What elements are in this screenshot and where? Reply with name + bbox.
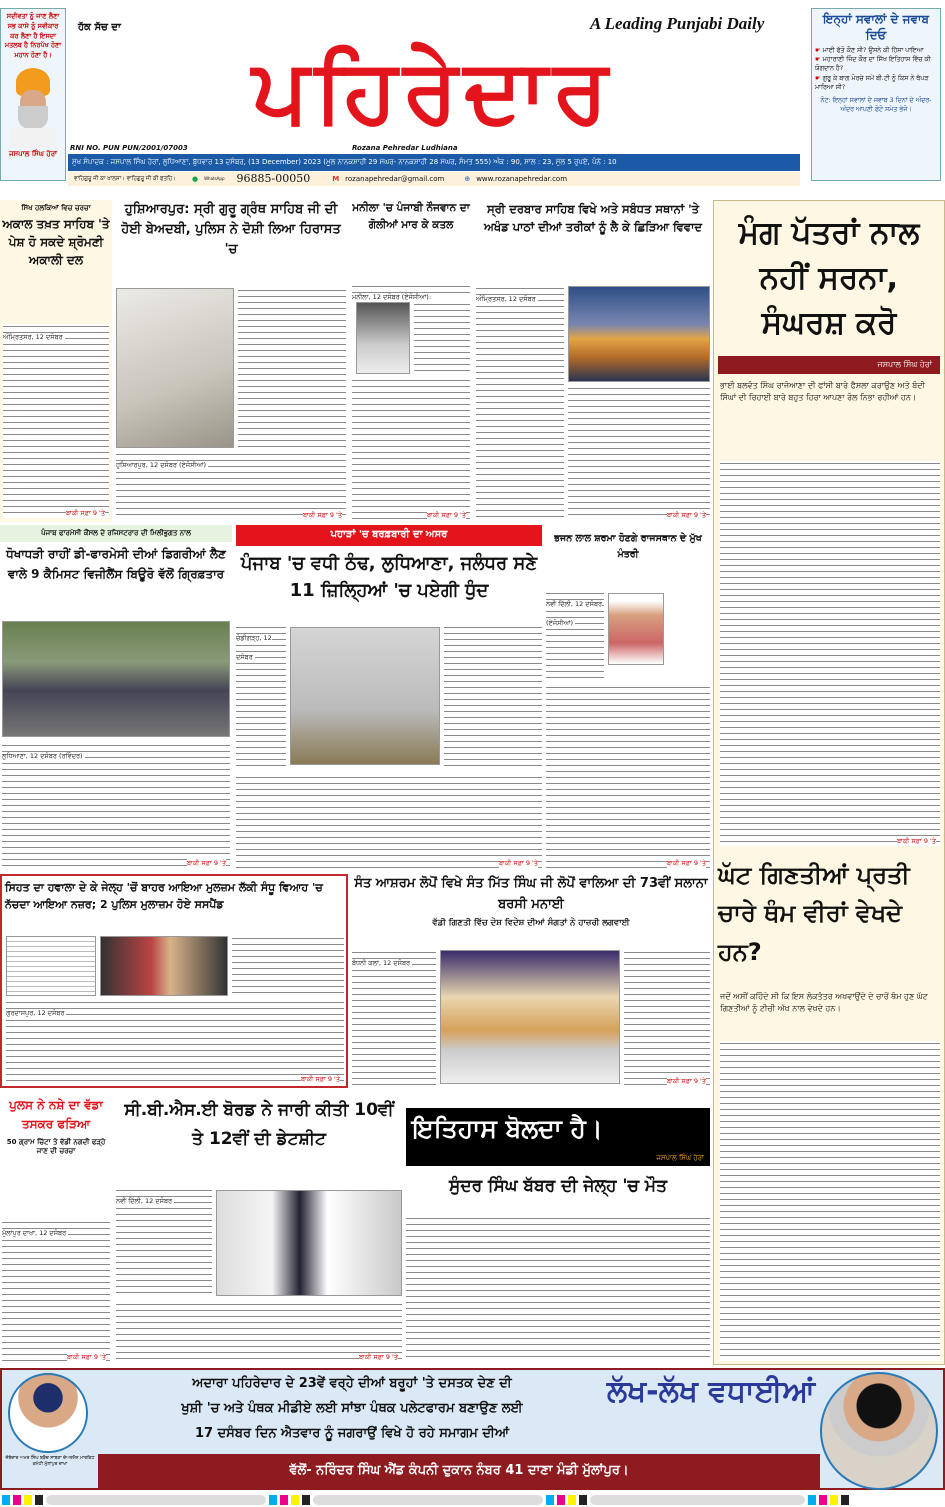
story-cbse (116, 1092, 402, 1364)
story-manila (352, 200, 470, 522)
continued-link[interactable]: ਬਾਕੀ ਸਫ਼ਾ 9 'ਤੇ (896, 837, 936, 845)
story-headline: ਸਿਹਤ ਦਾ ਹਵਾਲਾ ਦੇ ਕੇ ਜੇਲ੍ਹ 'ਚੋਂ ਬਾਹਰ ਆਇਆ ਮੁਲਜ਼ਮ ਲੱਕੀ ਸੰਧੂ ਵਿਆਹ 'ਚ ਨੱਚਦਾ ਆਇਆ ਨਜ਼ਰ; 2 ਪੁਲਿਸ ਮੁਲਾਜ਼ਮ ਹੋਏ ਸਸਪੈਂਡ (5, 881, 323, 912)
story-dateline: ਗੁਰਦਾਸਪੁਰ, 12 ਦਸੰਬਰ (6, 1009, 65, 1017)
gmail-icon: M (332, 175, 340, 183)
quiz-title: ਇਨ੍ਹਾਂ ਸਵਾਲਾਂ ਦੇ ਜਵਾਬ ਦਿਓ (823, 12, 929, 42)
dateline-bar (68, 154, 800, 171)
continued-link[interactable]: ਬਾਕੀ ਸਫ਼ਾ 9 'ਤੇ (498, 859, 538, 867)
contact-bar (68, 172, 800, 186)
story-headline: ਸ੍ਰੀ ਦਰਬਾਰ ਸਾਹਿਬ ਵਿਖੇ ਅਤੇ ਸਬੰਧਤ ਸਥਾਨਾਂ 'ਤੇ ਅਖੰਡ ਪਾਠਾਂ ਦੀਆਂ ਤਰੀਕਾਂ ਨੂੰ ਲੈ ਕੇ ਛਿੜਿਆ ਵਿਵਾਦ (484, 202, 702, 235)
ad-caption: ਜੱਥੇਦਾਰ ਅਮਰ ਸਿੰਘ ਬੜੈਚ ਸਾਬਕਾ ਚੇਅਰਮੈਨ ਮਾਰਕਿਟ ਕਮੇਟੀ ਮੁੱਲਾਂਪੁਰ ਦਾਖਾ (5, 1456, 95, 1467)
continued-link[interactable]: ਬਾਕੀ ਸਫ਼ਾ 9 'ਤੇ (65, 509, 105, 517)
ad-line-3: 17 ਦਸੰਬਰ ਦਿਨ ਐਤਵਾਰ ਨੂੰ ਜਗਰਾਉਂ ਵਿਖੇ ਹੋ ਰਹੇ ਸਮਾਗਮ ਦੀਆਂ (194, 1426, 510, 1441)
pointer-icon: ☛ (815, 47, 823, 55)
masthead-logo: ਪਹਿਰੇਦਾਰ (252, 40, 614, 142)
globe-icon: ⊕ (464, 175, 471, 183)
whatsapp-icon: ● (191, 175, 199, 183)
story-headline: ਸੰਤ ਆਸ਼ਰਮ ਲੋਪੋਂ ਵਿਖੇ ਸੰਤ ਮਿੱਤ ਸਿੰਘ ਜੀ ਲੋਪੋਂ ਵਾਲਿਆ ਦੀ 73ਵੀਂ ਸਲਾਨਾ ਬਰਸੀ ਮਨਾਈ (354, 876, 708, 912)
editor-portrait (10, 68, 56, 148)
story-lucky-sandhu (0, 874, 348, 1088)
ad-footer: ਵੱਲੋਂ- ਨਰਿੰਦਰ ਸਿੰਘ ਐਂਡ ਕੰਪਨੀ ਦੁਕਾਨ ਨੰਬਰ 41 ਦਾਣਾ ਮੰਡੀ ਮੁੱਲਾਂਪੁਰ। (98, 1454, 820, 1488)
story-headline: ਅਕਾਲ ਤਖ਼ਤ ਸਾਹਿਬ 'ਤੇ ਪੇਸ਼ ਹੋ ਸਕਦੇ ਸ਼੍ਰੋਮਣੀ ਅਕਾਲੀ ਦਲ (2, 216, 110, 267)
story-headline: ਮਨੀਲਾ 'ਚ ਪੰਜਾਬੀ ਨੌਜਵਾਨ ਦਾ ਗੋਲੀਆਂ ਮਾਰ ਕੇ ਕਤਲ (352, 202, 470, 231)
pointer-icon: ☛ (815, 56, 823, 64)
continued-link[interactable]: ਬਾਕੀ ਸਫ਼ਾ 9 'ਤੇ (302, 511, 342, 519)
continued-link[interactable]: ਬਾਕੀ ਸਫ਼ਾ 9 'ਤੇ (66, 1353, 106, 1361)
story-akal-takht (0, 200, 112, 522)
story-headline: ਭਜਨ ਲਾਲ ਸ਼ਰਮਾ ਹੋਣਗੇ ਰਾਜਸਥਾਨ ਦੇ ਮੁੱਖ ਮੰਤਰੀ (554, 533, 702, 560)
story-fog (236, 525, 542, 870)
whatsapp-label: WhatsApp (204, 176, 225, 181)
story-sant-ashram (352, 874, 710, 1088)
victim-photo (356, 302, 410, 374)
greeting: ਵਾਹਿਗੁਰੂ ਜੀ ਕਾ ਖ਼ਾਲਸਾ। ਵਾਹਿਗੁਰੂ ਜੀ ਕੀ ਫਤਹਿ। (74, 176, 176, 182)
continued-link[interactable]: ਬਾਕੀ ਸਫ਼ਾ 9 'ਤੇ (666, 511, 706, 519)
story-headline: ਹੁਸ਼ਿਆਰਪੁਰ: ਸ੍ਰੀ ਗੁਰੂ ਗ੍ਰੰਥ ਸਾਹਿਬ ਜੀ ਦੀ ਹੋਈ ਬੇਅਦਬੀ, ਪੁਲਿਸ ਨੇ ਦੋਸ਼ੀ ਲਿਆ ਹਿਰਾਸਤ 'ਚ (121, 202, 341, 258)
story-dateline: ਨਵੀਂ ਦਿੱਲੀ, 12 ਦਸੰਬਰ (116, 1197, 173, 1205)
story-dateline: ਹੁਸ਼ਿਆਰਪੁਰ, 12 ਦਸੰਬਰ (ਏਜੰਸੀਆਂ) (116, 461, 207, 469)
ad-line-2: ਖੁਸ਼ੀ 'ਚ ਅਤੇ ਪੰਥਕ ਮੀਡੀਏ ਲਈ ਸਾਂਝਾ ਪੰਥਕ ਪਲੇਟਫਾਰਮ ਬਣਾਉਣ ਲਈ (181, 1401, 523, 1416)
quiz-note: ਨੋਟ: ਇਨ੍ਹਾਂ ਸਵਾਲਾਂ ਦੇ ਜਵਾਬ 3 ਦਿਨਾਂ ਦੇ ਅੰਦਰ- ਅੰਦਰ ਆਪਣੀ ਫੋਟੋ ਸਮੇਤ ਭੇਜੋ। (820, 96, 932, 113)
print-registration-strip (0, 1492, 945, 1507)
arrested-chemists-photo (2, 621, 230, 737)
document-photo (6, 936, 96, 996)
continued-link[interactable]: ਬਾਕੀ ਸਫ਼ਾ 9 'ਤੇ (666, 859, 706, 867)
itihas-byline: ਜਸਪਾਲ ਸਿੰਘ ਹੇਰਾਂ (656, 1154, 704, 1162)
wedding-photo (100, 936, 228, 996)
continued-link[interactable]: ਬਾਕੀ ਸਫ਼ਾ 9 'ਤੇ (300, 1075, 340, 1083)
quote-text: ਸਦੀਵਤਾ ਨੂੰ ਜਾਣ ਲੈਣਾ ਸਭ ਕਾਸੇ ਨੂੰ ਸਵੀਕਾਰ ਕਰ ਲੈਣਾ ਹੈ ਇਸਦਾ ਮਤਲਬ ਹੈ ਨਿਰਪੱਖ ਹੋਣਾ ਮਹਾਨ ਹੋਣਾ ਹੈ। (4, 12, 62, 59)
story-drug-smuggler (0, 1092, 112, 1364)
story-headline: ਪੰਜਾਬ 'ਚ ਵਧੀ ਠੰਢ, ਲੁਧਿਆਣਾ, ਜਲੰਧਰ ਸਣੇ 11 ਜ਼ਿਲ੍ਹਿਆਂ 'ਚ ਪਏਗੀ ਧੁੰਦ (240, 552, 538, 602)
story-headline: ਧੋਖਾਧੜੀ ਰਾਹੀਂ ਡੀ-ਫਾਰਮੇਸੀ ਦੀਆਂ ਡਿਗਰੀਆਂ ਲੈਣ ਵਾਲੇ 9 ਕੈਮਿਸਟ ਵਿਜੀਲੈਂਸ ਬਿਊਰੋ ਵੱਲੋਂ ਗ੍ਰਿਫ਼ਤਾਰ (6, 546, 226, 581)
story-headline: ਪੁਲਸ ਨੇ ਨਸ਼ੇ ਦਾ ਵੱਡਾ ਤਸਕਰ ਫੜਿਆ (9, 1098, 103, 1132)
fog-photo (290, 627, 440, 765)
editor-name: ਜਸਪਾਲ ਸਿੰਘ ਹੇਰਾਂ (8, 149, 58, 158)
story-dateline: ਅੰਮ੍ਰਿਤਸਰ, 12 ਦਸੰਬਰ (476, 295, 536, 303)
bhajan-lal-photo (608, 593, 664, 665)
continued-link[interactable]: ਬਾਕੀ ਸਫ਼ਾ 9 'ਤੇ (666, 1077, 706, 1085)
story-dateline: ਚੰਡੀਗੜ੍ਹ, 12 ਦਸੰਬਰ (236, 634, 272, 661)
story-dateline: ਮਨੀਲਾ, 12 ਦਸੰਬਰ (ਏਜੰਸੀਆਂ): (352, 293, 432, 301)
quiz-question: ☛ ਮਹਾਰਾਣੀ ਜਿੰਦ ਕੌਰ ਦਾ ਸਿੱਖ ਇਤਿਹਾਸ ਵਿੱਚ ਕੀ ਯੋਗਦਾਨ ਹੈ? (815, 56, 931, 73)
story-dateline: ਮੁੱਲਾਂਪੁਰ ਦਾਖਾ, 12 ਦਸੰਬਰ (2, 1229, 67, 1237)
story-bhajan-lal (546, 525, 710, 870)
quiz-question: ☛ ਮਾਈ ਫੱਤੋ ਕੌਣ ਸੀ? ਉਸਨੇ ਕੀ ਹਿੱਸਾ ਪਾਇਆ (815, 47, 924, 55)
editorial-lead: ਭਾਈ ਬਲਵੰਤ ਸਿੰਘ ਰਾਜੋਆਣਾ ਦੀ ਫਾਂਸੀ ਬਾਰੇ ਫੈਸਲਾ ਕਰਾਉਣ ਅਤੇ ਬੰਦੀ ਸਿੰਘਾਂ ਦੀ ਰਿਹਾਈ ਬਾਰੇ ਬਹੁਤ ਹਿਰਾ ਆਪਣਾ ਰੋਲ ਨਿਭਾ ਰਹੀਆਂ ਹਨ। (720, 380, 925, 403)
quiz-question: ☛ ਗੁਰੂ ਕੇ ਬਾਗ ਮੋਰਚੇ ਸਮੇਂ ਬੀ.ਟੀ ਨੂੰ ਕਿਸ ਨੇ ਥੱਪੜ ਮਾਰਿਆ ਸੀ? (815, 74, 929, 91)
website-link[interactable]: www.rozanapehredar.com (476, 175, 568, 183)
editorial-byline: ਜਸਪਾਲ ਸਿੰਘ ਹੇਰਾਂ (718, 356, 940, 374)
rni-number: RNI NO. PUN PUN/2001/07003 (70, 144, 188, 152)
itihas-banner (406, 1108, 710, 1166)
quote-box (0, 8, 66, 181)
story-dateline: ਬੱਧਨੀ ਕਲਾਂ, 12 ਦਸੰਬਰ (352, 959, 411, 967)
story-subhead: ਵੱਡੀ ਗਿਣਤੀ ਵਿੱਚ ਦੇਸ਼ ਵਿਦੇਸ਼ ਦੀਆਂ ਸੰਗਤਾਂ ਨੇ ਹਾਜ਼ਰੀ ਲਗਵਾਈ (432, 917, 630, 928)
tagline: A Leading Punjabi Daily (590, 14, 765, 33)
ad-greeting: ਲੱਖ-ਲੱਖ ਵਧਾਈਆਂ (606, 1374, 816, 1409)
story-headline: ਸੁੰਦਰ ਸਿੰਘ ਬੱਬਰ ਦੀ ਜੇਲ੍ਹ 'ਚ ਮੌਤ (449, 1176, 667, 1196)
barsi-photo (440, 950, 620, 1084)
ad-line-1: ਅਦਾਰਾ ਪਹਿਰੇਦਾਰ ਦੇ 23ਵੇਂ ਵਰ੍ਹੇ ਦੀਆਂ ਬਰੂਹਾਂ 'ਤੇ ਦਸਤਕ ਦੇਣ ਦੀ (192, 1376, 512, 1391)
email-link[interactable]: rozanapehredar@gmail.com (345, 175, 445, 183)
story-headline: ਸੀ.ਬੀ.ਐਸ.ਈ ਬੋਰਡ ਨੇ ਜਾਰੀ ਕੀਤੀ 10ਵੀਂ ਤੇ 12ਵੀਂ ਦੀ ਡੇਟਸ਼ੀਟ (124, 1100, 394, 1149)
story-dateline: ਲੁਧਿਆਣਾ, 12 ਦਸੰਬਰ (ਰਵਿੰਦਰ) (2, 752, 83, 760)
phone-number[interactable]: 96885-00050 (236, 172, 311, 185)
story-dateline: ਅੰਮ੍ਰਿਤਸਰ, 12 ਦਸੰਬਰ (3, 333, 63, 341)
students-photo (216, 1190, 402, 1296)
story-kicker: ਪਹਾੜਾਂ 'ਚ ਬਰਫ਼ਬਾਰੀ ਦਾ ਅਸਰ (236, 525, 542, 546)
editorial-headline-2: ਘੱਟ ਗਿਣਤੀਆਂ ਪ੍ਰਤੀ ਚਾਰੇ ਥੰਮ ਵੀਰਾਂ ਵੇਖਦੇ ਹਨ? (718, 861, 910, 966)
continued-link[interactable]: ਬਾਕੀ ਸਫ਼ਾ 9 'ਤੇ (186, 859, 226, 867)
ad-portrait-left (8, 1373, 88, 1453)
golden-temple-photo (568, 286, 710, 382)
continued-link[interactable]: ਬਾਕੀ ਸਫ਼ਾ 9 'ਤੇ (426, 511, 466, 519)
sacrilege-photo (116, 288, 234, 448)
anniversary-ad (0, 1368, 945, 1490)
editorial-lead-2: ਜਦੋਂ ਅਸੀਂ ਕਹਿੰਦੇ ਸੀ ਕਿ ਇਸ ਲੋਕਤੰਤਰ ਅਖਵਾਉਂਦੇ ਦੇ ਚਾਰੋਂ ਥੰਮ ਹੁਣ ਘੱਟ ਗਿਣਤੀਆਂ ਨੂੰ ਟੀਚੀ ਅੱਖ ਨਾਲ ਵੇਖਦੇ ਹਨ। (720, 992, 928, 1014)
story-itihas (406, 1092, 710, 1364)
story-subhead: 50 ਗ੍ਰਾਮ ਚਿੱਟਾ ਤੇ ਵੱਡੀ ਨਗਦੀ ਫੜ੍ਹੇ ਜਾਣ ਦੀ ਚਰਚਾ (6, 1138, 106, 1156)
editorial-headline: ਮੰਗ ਪੱਤਰਾਂ ਨਾਲ ਨਹੀਂ ਸਰਨਾ, ਸੰਘਰਸ਼ ਕਰੋ (738, 215, 920, 341)
quiz-box (811, 8, 941, 181)
story-darbar-sahib (476, 200, 710, 522)
continued-link[interactable]: ਬਾਕੀ ਸਫ਼ਾ 9 'ਤੇ (358, 1353, 398, 1361)
issue-dateline: ਮੁੱਖ ਸੰਪਾਦਕ : ਜਸਪਾਲ ਸਿੰਘ ਹੇਰਾਂ, ਲੁਧਿਆਣਾ, ਬੁੱਧਵਾਰ 13 ਦਸੰਬਰ, (13 December) 2023 (ਮੂਲ ਨਾਨਕਸ਼ਾਹੀ 29 ਮੱਘਰ- ਨਾਨਕਸ਼ਾਹੀ 28 ਮੱਘਰ, ਸੰਮਤ 555) ਅੰਕ : 90, ਸਾਲ : 23, ਮੁੱਲ 5 ਰੁਪਏ, ਪੰਨੇ : 10 (72, 158, 617, 166)
story-hoshiarpur (116, 200, 346, 522)
story-kicker: ਪੰਜਾਬ ਫਾਰਮੇਸੀ ਕੌਂਸਲ ਦੇ ਰਜਿਸਟਰਾਰ ਦੀ ਮਿਲੀਭੁਗਤ ਨਾਲ (0, 525, 232, 542)
story-dateline: ਨਵੀਂ ਦਿੱਲੀ, 12 ਦਸੰਬਰ (ਏਜੰਸੀਆਂ) (546, 600, 603, 627)
itihas-title: ਇਤਿਹਾਸ ਬੋਲਦਾ ਹੈ। (412, 1114, 603, 1143)
pointer-icon: ☛ (815, 74, 823, 82)
ad-portrait-right (820, 1372, 938, 1490)
edition-name: Rozana Pehredar Ludhiana (352, 144, 458, 152)
story-pharmacy (0, 525, 232, 870)
slogan: ਹੱਕ ਸੱਚ ਦਾ (78, 22, 121, 33)
editorial-column (713, 200, 945, 1365)
story-kicker: ਸਿੱਖ ਹਲਕਿਆਂ ਵਿਚ ਚਰਚਾ (21, 204, 91, 212)
